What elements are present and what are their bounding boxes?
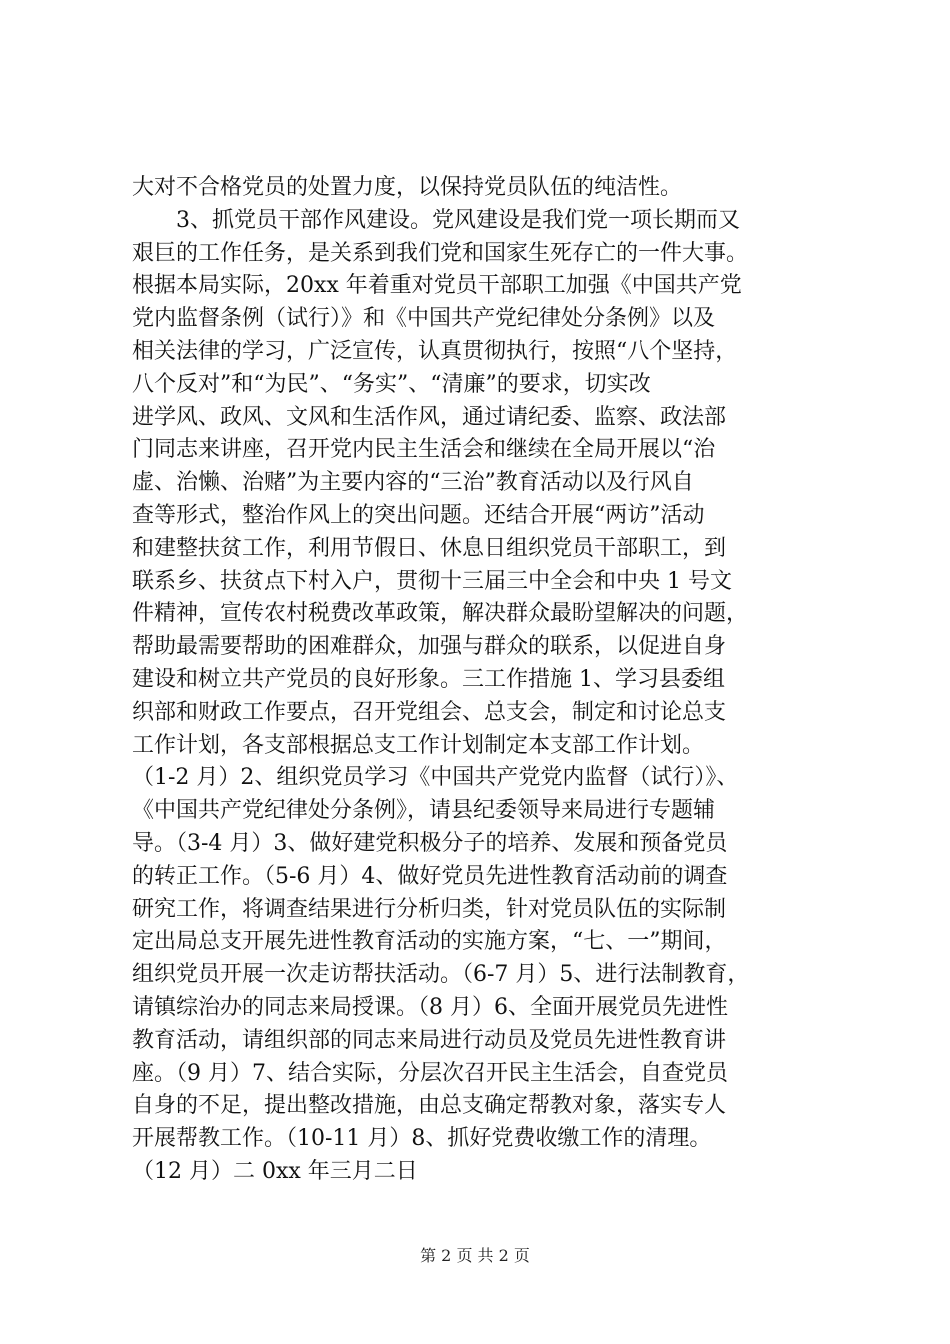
document-body <box>132 172 832 1189</box>
text-line: 件精神，宣传农村税费改革政策，解决群众最盼望解决的问题， <box>132 601 749 627</box>
text-line: 大对不合格党员的处置力度，以保持党员队伍的纯洁性。 <box>132 175 683 200</box>
text-line: 组织党员开展一次走访帮扶活动。（6-7 月）5、进行法制教育， <box>132 962 750 988</box>
text-line: 建设和树立共产党员的良好形象。三工作措施 1、学习县委组 <box>132 666 725 692</box>
page-footer <box>0 1243 950 1266</box>
text-line: 《中国共产党纪律处分条例》，请县纪委领导来局进行专题辅 <box>132 798 716 824</box>
text-line: 织部和财政工作要点，召开党组会、总支会，制定和讨论总支 <box>132 699 727 725</box>
text-line: 进学风、政风、文风和生活作风，通过请纪委、监察、政法部 <box>132 404 727 430</box>
text-line: 和建整扶贫工作，利用节假日、休息日组织党员干部职工，到 <box>132 535 727 561</box>
text-line: 座。（9 月）7、结合实际，分层次召开民主生活会，自查党员 <box>132 1060 728 1086</box>
text-line: 八个反对”和“为民”、“务实”、“清廉”的要求，切实改 <box>132 371 651 397</box>
text-line: 3、抓党员干部作风建设。党风建设是我们党一项长期而又 <box>132 207 740 233</box>
text-line: 的转正工作。（5-6 月）4、做好党员先进性教育活动前的调查 <box>132 863 728 889</box>
text-line: 定出局总支开展先进性教育活动的实施方案，“七、一”期间， <box>132 929 727 955</box>
text-line: 开展帮教工作。（10-11 月）8、抓好党费收缴工作的清理。 <box>132 1126 712 1152</box>
text-line: 门同志来讲座，召开党内民主生活会和继续在全局开展以“治 <box>132 437 716 463</box>
text-line: 艰巨的工作任务，是关系到我们党和国家生死存亡的一件大事。 <box>132 240 749 266</box>
text-line: 根据本局实际，20xx 年着重对党员干部职工加强《中国共产党 <box>132 273 742 299</box>
text-line: 党内监督条例（试行）》和《中国共产党纪律处分条例》以及 <box>132 306 716 332</box>
text-line: （1-2 月）2、组织党员学习《中国共产党党内监督（试行）》、 <box>132 765 739 791</box>
page-number-label: 第 2 页 共 2 页 <box>420 1246 530 1265</box>
text-line: （12 月）二 0xx 年三月二日 <box>132 1158 418 1184</box>
text-line: 研究工作，将调查结果进行分析归类，针对党员队伍的实际制 <box>132 896 727 922</box>
text-line: 自身的不足，提出整改措施，由总支确定帮教对象，落实专人 <box>132 1093 727 1119</box>
text-line: 工作计划，各支部根据总支工作计划制定本支部工作计划。 <box>132 732 705 758</box>
text-line: 查等形式，整治作风上的突出问题。还结合开展“两访”活动 <box>132 502 705 528</box>
text-line: 相关法律的学习，广泛宣传，认真贯彻执行，按照“八个坚持， <box>132 338 738 364</box>
text-line: 帮助最需要帮助的困难群众，加强与群众的联系，以促进自身 <box>132 634 727 660</box>
text-line: 导。（3-4 月）3、做好建党积极分子的培养、发展和预备党员 <box>132 830 728 856</box>
text-line: 虚、治懒、治赌”为主要内容的“三治”教育活动以及行风自 <box>132 470 694 496</box>
text-line: 请镇综治办的同志来局授课。（8 月）6、全面开展党员先进性 <box>132 994 728 1020</box>
text-line: 联系乡、扶贫点下村入户，贯彻十三届三中全会和中央 1 号文 <box>132 568 732 594</box>
text-line: 教育活动，请组织部的同志来局进行动员及党员先进性教育讲 <box>132 1027 727 1053</box>
